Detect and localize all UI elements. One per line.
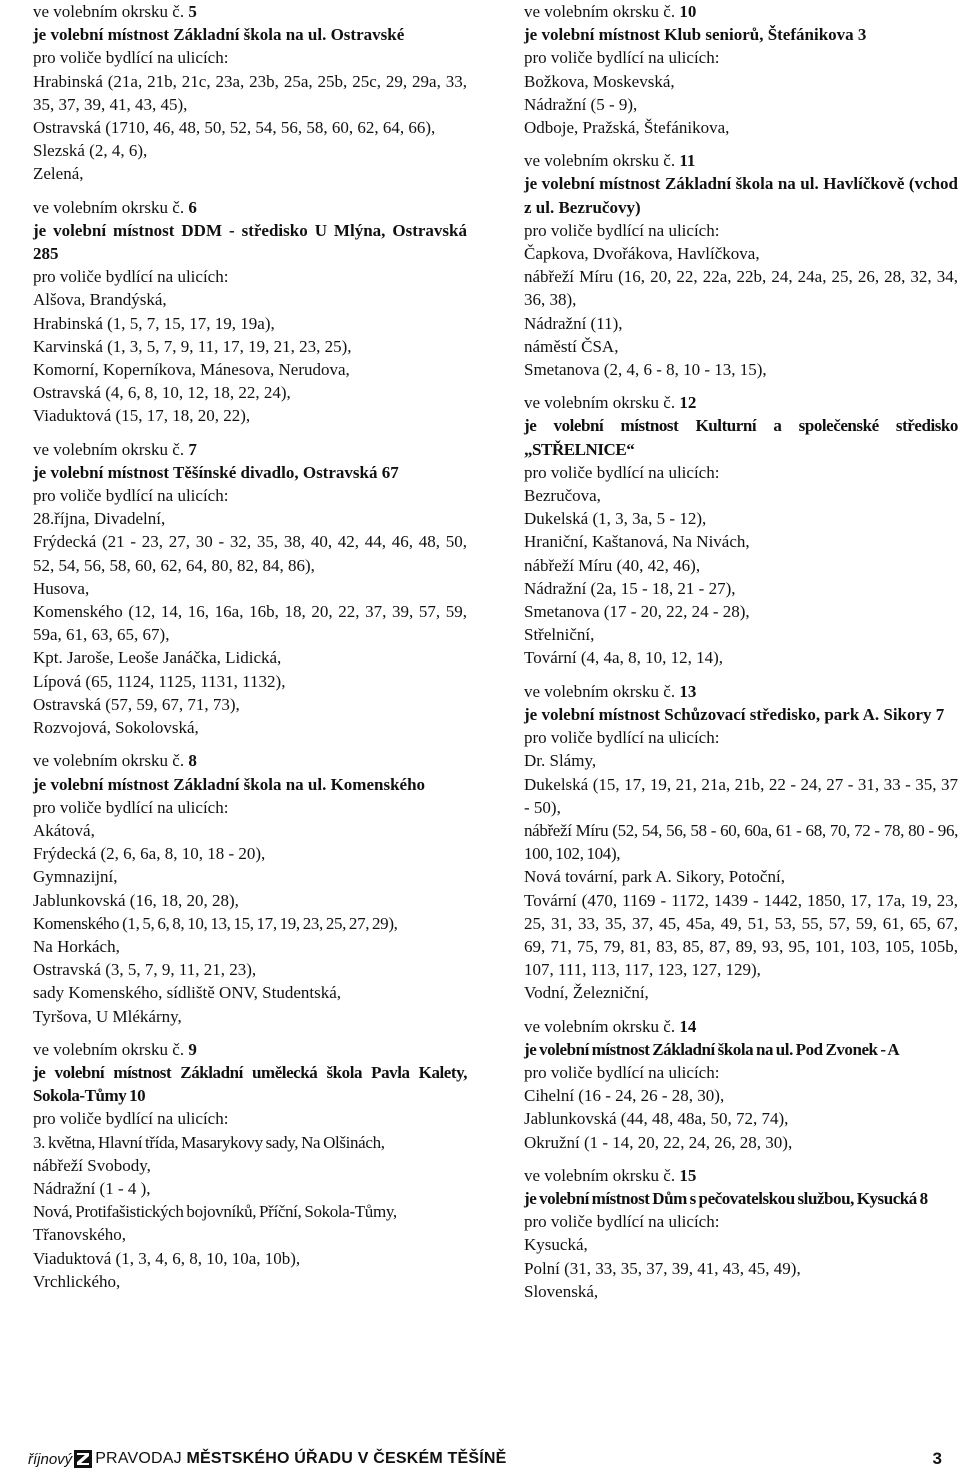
district-heading xyxy=(33,196,467,219)
district-number: 10 xyxy=(679,2,697,21)
district-prefix: ve volebním okrsku č. xyxy=(524,1016,676,1036)
district-block xyxy=(524,149,958,381)
street-entry: Ostravská (3, 5, 7, 9, 11, 21, 23), xyxy=(33,960,257,980)
street-entry: nábřeží Míru (16, 20, 22, 22a, 22b, 24, 24a, 25, 26, 28, 32, 34, 36, 38), xyxy=(524,267,958,310)
street-entry: Hraniční, Kaštanová, Na Nivách, xyxy=(524,532,750,552)
street-entry: Nádražní (1 - 4 ), xyxy=(33,1178,151,1198)
street-entry: Okružní (1 - 14, 20, 22, 24, 26, 28, 30), xyxy=(524,1132,793,1152)
street-entry: Slovenská, xyxy=(524,1281,599,1301)
street-entry: Cihelní (16 - 24, 26 - 28, 30), xyxy=(524,1086,725,1106)
district-prefix: ve volebním okrsku č. xyxy=(524,2,676,21)
polling-place: je volební místnost Základní škola na ul. Havlíčkově (vchod z ul. Bezručovy) xyxy=(524,174,958,217)
street-entry: náměstí ČSA, xyxy=(524,336,619,356)
street-entry: Nová tovární, park A. Sikory, Potoční, xyxy=(524,867,785,887)
voters-label: pro voliče bydlící na ulicích: xyxy=(33,486,229,506)
street-entry: Hrabinská (1, 5, 7, 15, 17, 19, 19a), xyxy=(33,313,275,333)
district-number: 5 xyxy=(188,2,197,21)
district-prefix: ve volebním okrsku č. xyxy=(33,1039,185,1059)
street-entry: Hrabinská (21a, 21b, 21c, 23a, 23b, 25a, 25b, 25c, 29, 29a, 33, 35, 37, 39, 41, 43, 45), xyxy=(33,71,467,114)
district-block xyxy=(524,680,958,1005)
street-entry: Na Horkách, xyxy=(33,936,120,956)
district-number: 12 xyxy=(679,393,697,413)
street-entry: Komenského (12, 14, 16, 16a, 16b, 18, 20, 22, 37, 39, 57, 59, 59a, 61, 63, 65, 67), xyxy=(33,602,467,645)
street-entry: Nová, Protifašistických bojovníků, Příční, Sokola-Tůmy, xyxy=(33,1202,397,1222)
street-entry: Dukelská (15, 17, 19, 21, 21a, 21b, 22 - 24, 27 - 31, 33 - 35, 37 - 50), xyxy=(524,774,958,817)
district-heading xyxy=(524,1164,958,1187)
footer-title-plain: PRAVODAJ xyxy=(95,1450,182,1467)
district-prefix: ve volebním okrsku č. xyxy=(524,393,676,413)
district-block xyxy=(33,196,467,428)
district-prefix: ve volebním okrsku č. xyxy=(33,197,185,217)
street-entry: Ostravská (1710, 46, 48, 50, 52, 54, 56, 58, 60, 62, 64, 66), xyxy=(33,118,436,138)
street-entry: Slezská (2, 4, 6), xyxy=(33,141,148,161)
voters-label: pro voliče bydlící na ulicích: xyxy=(524,48,720,68)
street-entry: Smetanova (2, 4, 6 - 8, 10 - 13, 15), xyxy=(524,360,767,380)
district-prefix: ve volebním okrsku č. xyxy=(33,439,185,459)
street-entry: Kysucká, xyxy=(524,1235,588,1255)
street-entry: Smetanova (17 - 20, 22, 24 - 28), xyxy=(524,602,750,622)
district-prefix: ve volebním okrsku č. xyxy=(524,151,676,171)
street-entry: Viaduktová (1, 3, 4, 6, 8, 10, 10a, 10b), xyxy=(33,1248,301,1268)
district-block xyxy=(524,1015,958,1154)
polling-place: je volební místnost Kulturní a společenské středisko „STŘELNICE“ xyxy=(524,416,958,459)
district-heading xyxy=(524,0,958,23)
street-entry: Nádražní (11), xyxy=(524,313,623,333)
polling-place: je volební místnost Základní škola na ul. Ostravské xyxy=(33,25,405,45)
voters-label: pro voliče bydlící na ulicích: xyxy=(33,1109,229,1129)
street-entry: Alšova, Brandýská, xyxy=(33,290,167,310)
street-entry: nábřeží Míru (40, 42, 46), xyxy=(524,555,701,575)
district-block xyxy=(33,0,467,186)
voters-label: pro voliče bydlící na ulicích: xyxy=(524,220,720,240)
district-number: 9 xyxy=(188,1039,197,1059)
district-block xyxy=(33,749,467,1027)
district-number: 8 xyxy=(188,751,197,771)
polling-place: je volební místnost Základní škola na ul. Pod Zvonek - A xyxy=(524,1039,900,1059)
polling-place: je volební místnost Těšínské divadlo, Ostravská 67 xyxy=(33,462,399,482)
street-entry: Komorní, Koperníkova, Mánesova, Nerudova, xyxy=(33,360,350,380)
voters-label: pro voliče bydlící na ulicích: xyxy=(524,462,720,482)
district-prefix: ve volebním okrsku č. xyxy=(33,751,185,771)
street-entry: Komenského (1, 5, 6, 8, 10, 13, 15, 17, 19, 23, 25, 27, 29), xyxy=(33,913,398,933)
street-entry: Frýdecká (21 - 23, 27, 30 - 32, 35, 38, 40, 42, 44, 46, 48, 50, 52, 54, 56, 58, 60, 62, 64, 80, 82, 84, 86), xyxy=(33,532,467,575)
voters-label: pro voliče bydlící na ulicích: xyxy=(524,1062,720,1082)
z-logo-icon xyxy=(74,1450,92,1468)
street-entry: Nádražní (2a, 15 - 18, 21 - 27), xyxy=(524,578,736,598)
street-entry: Viaduktová (15, 17, 18, 20, 22), xyxy=(33,406,251,426)
district-block xyxy=(33,438,467,740)
district-block xyxy=(524,0,958,139)
street-entry: 28.října, Divadelní, xyxy=(33,509,166,529)
street-entry: Jablunkovská (44, 48, 48a, 50, 72, 74), xyxy=(524,1109,789,1129)
district-prefix: ve volebním okrsku č. xyxy=(524,681,676,701)
district-heading xyxy=(524,149,958,172)
street-entry: Karvinská (1, 3, 5, 7, 9, 11, 17, 19, 21, 23, 25), xyxy=(33,336,352,356)
street-entry: Odboje, Pražská, Štefánikova, xyxy=(524,118,730,138)
street-entry: Nádražní (5 - 9), xyxy=(524,94,638,114)
street-entry: Dukelská (1, 3, 3a, 5 - 12), xyxy=(524,509,707,529)
district-block xyxy=(524,1164,958,1303)
street-entry: Tyršova, U Mlékárny, xyxy=(33,1006,182,1026)
district-number: 7 xyxy=(188,439,197,459)
voters-label: pro voliče bydlící na ulicích: xyxy=(33,48,229,68)
polling-place: je volební místnost Základní umělecká škola Pavla Kalety, Sokola-Tůmy 10 xyxy=(33,1062,467,1106)
street-entry: Ostravská (4, 6, 8, 10, 12, 18, 22, 24), xyxy=(33,383,291,403)
street-entry: sady Komenského, sídliště ONV, Studentská, xyxy=(33,983,342,1003)
footer-month: říjnový xyxy=(28,1450,73,1468)
district-heading xyxy=(524,391,958,414)
district-heading xyxy=(33,1038,467,1061)
street-entry: Střelniční, xyxy=(524,625,595,645)
street-entry: Dr. Slámy, xyxy=(524,751,597,771)
right-column xyxy=(524,0,958,1313)
page-footer xyxy=(28,1448,942,1470)
street-entry: Gymnazijní, xyxy=(33,867,118,887)
district-prefix: ve volebním okrsku č. xyxy=(524,1165,676,1185)
footer-title-bold: MĚSTSKÉHO ÚŘADU V ČESKÉM TĚŠÍNĚ xyxy=(186,1450,507,1467)
district-heading xyxy=(33,0,467,23)
district-number: 6 xyxy=(188,197,197,217)
street-entry: Rozvojová, Sokolovská, xyxy=(33,718,199,738)
polling-place: je volební místnost Základní škola na ul. Komenského xyxy=(33,774,426,794)
street-entry: Vrchlického, xyxy=(33,1271,121,1291)
street-entry: nábřeží Svobody, xyxy=(33,1155,151,1175)
district-number: 14 xyxy=(679,1016,697,1036)
street-entry: Husova, xyxy=(33,578,90,598)
street-entry: Lípová (65, 1124, 1125, 1131, 1132), xyxy=(33,671,286,691)
street-entry: 3. května, Hlavní třída, Masarykovy sady, Na Olšinách, xyxy=(33,1132,385,1152)
district-prefix: ve volebním okrsku č. xyxy=(33,2,185,21)
voters-label: pro voliče bydlící na ulicích: xyxy=(33,267,229,287)
street-entry: Polní (31, 33, 35, 37, 39, 41, 43, 45, 49), xyxy=(524,1258,801,1278)
district-number: 13 xyxy=(679,681,697,701)
street-entry: Tovární (4, 4a, 8, 10, 12, 14), xyxy=(524,648,723,668)
district-block xyxy=(524,391,958,669)
street-entry: Kpt. Jaroše, Leoše Janáčka, Lidická, xyxy=(33,648,282,668)
street-entry: Tovární (470, 1169 - 1172, 1439 - 1442, 1850, 17, 17a, 19, 23, 25, 31, 33, 35, 37, 45, 45a, 49, 51, 53, 55, 57, 59, 61, 65, 67, 69, 71, 75, 79, 81, 83, 85, 87, 89, 93, 95, 101, 103, 105, 105b, 107, 111, 113, 117, 123, 127, 129), xyxy=(524,890,958,980)
voters-label: pro voliče bydlící na ulicích: xyxy=(524,1212,720,1232)
footer-title xyxy=(95,1450,506,1468)
street-entry: Čapkova, Dvořákova, Havlíčkova, xyxy=(524,244,760,264)
polling-place: je volební místnost Dům s pečovatelskou službou, Kysucká 8 xyxy=(524,1188,928,1208)
district-number: 11 xyxy=(679,151,696,171)
left-column xyxy=(33,0,467,1303)
street-entry: Jablunkovská (16, 18, 20, 28), xyxy=(33,890,239,910)
polling-place: je volební místnost Klub seniorů, Štefánikova 3 xyxy=(524,25,867,45)
district-heading xyxy=(33,438,467,461)
district-heading xyxy=(524,1015,958,1038)
district-heading xyxy=(33,749,467,772)
street-entry: nábřeží Míru (52, 54, 56, 58 - 60, 60a, 61 - 68, 70, 72 - 78, 80 - 96, 100, 102, 104), xyxy=(524,820,958,864)
street-entry: Zelená, xyxy=(33,164,84,184)
street-entry: Třanovského, xyxy=(33,1225,127,1245)
street-entry: Akátová, xyxy=(33,820,95,840)
street-entry: Vodní, Železniční, xyxy=(524,983,649,1003)
street-entry: Božkova, Moskevská, xyxy=(524,71,675,91)
district-number: 15 xyxy=(679,1165,697,1185)
street-entry: Ostravská (57, 59, 67, 71, 73), xyxy=(33,694,240,714)
district-heading xyxy=(524,680,958,703)
page-number: 3 xyxy=(932,1449,942,1468)
polling-place: je volební místnost DDM - středisko U Mlýna, Ostravská 285 xyxy=(33,220,467,264)
street-entry: Bezručova, xyxy=(524,486,601,506)
street-entry: Frýdecká (2, 6, 6a, 8, 10, 18 - 20), xyxy=(33,844,266,864)
voters-label: pro voliče bydlící na ulicích: xyxy=(524,728,720,748)
polling-place: je volební místnost Schůzovací středisko, park A. Sikory 7 xyxy=(524,704,945,724)
district-block xyxy=(33,1038,467,1293)
voters-label: pro voliče bydlící na ulicích: xyxy=(33,797,229,817)
